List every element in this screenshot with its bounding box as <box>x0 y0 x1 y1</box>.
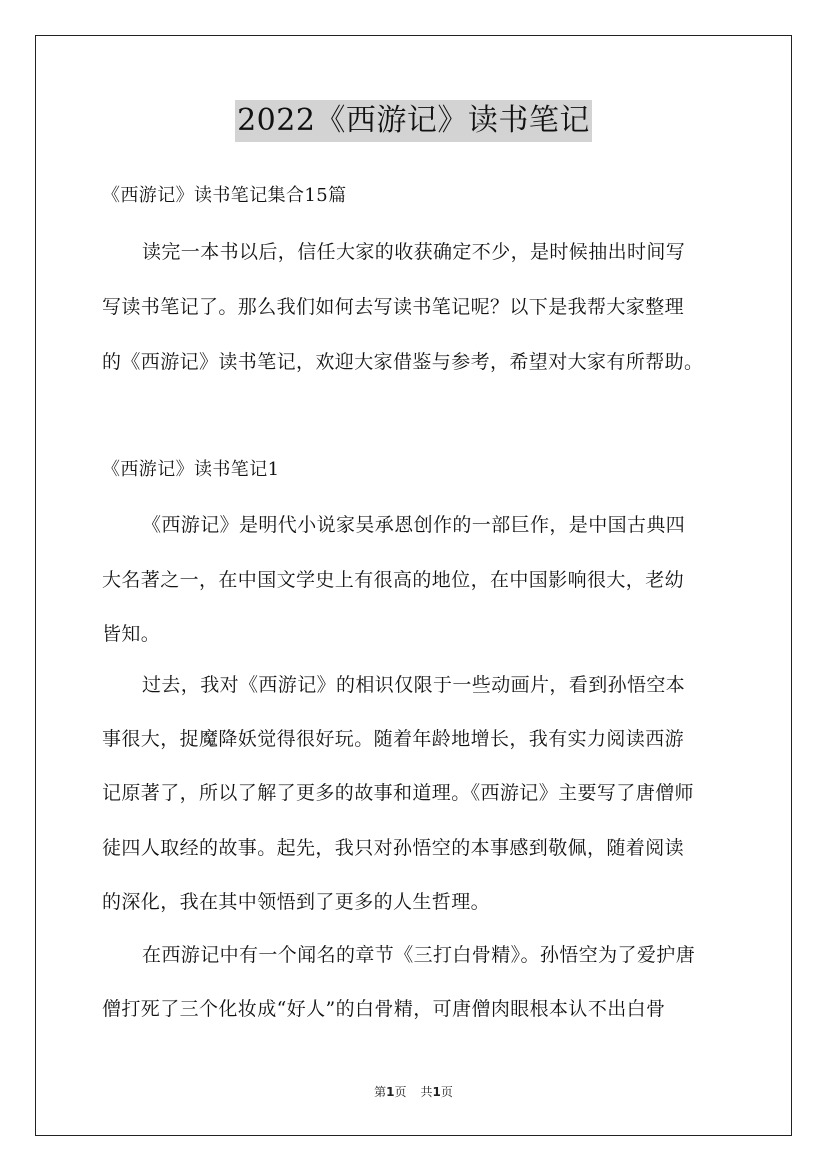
para1-line-1: 《西游记》是明代小说家吴承恩创作的一部巨作，是中国古典四 <box>142 514 686 536</box>
para2-line-4: 徒四人取经的故事。起先，我只对孙悟空的本事感到敬佩，随着阅读 <box>102 837 685 859</box>
total-label-suffix: 页 <box>440 1085 453 1099</box>
page-number: 1 <box>386 1085 395 1099</box>
intro-line-1: 读完一本书以后，信任大家的收获确定不少，是时候抽出时间写 <box>142 241 686 263</box>
para1-line-2: 大名著之一，在中国文学史上有很高的地位，在中国影响很大，老幼 <box>102 569 685 591</box>
page-footer <box>0 1083 827 1100</box>
total-label-prefix: 共 <box>420 1085 433 1099</box>
para2-line-1: 过去，我对《西游记》的相识仅限于一些动画片，看到孙悟空本 <box>142 674 686 696</box>
para2-line-5: 的深化，我在其中领悟到了更多的人生哲理。 <box>102 891 491 913</box>
para2-line-2: 事很大，捉魔降妖觉得很好玩。随着年龄地增长，我有实力阅读西游 <box>102 728 685 750</box>
para2-line-3: 记原著了，所以了解了更多的故事和道理。《西游记》主要写了唐僧师 <box>102 782 694 804</box>
intro-line-3: 的《西游记》读书笔记，欢迎大家借鉴与参考，希望对大家有所帮助。 <box>102 351 704 373</box>
page-label-suffix: 页 <box>394 1085 407 1099</box>
intro-line-2: 写读书笔记了。那么我们如何去写读书笔记呢？以下是我帮大家整理 <box>102 296 685 318</box>
section-heading: 《西游记》读书笔记1 <box>102 459 280 480</box>
total-pages: 1 <box>432 1085 441 1099</box>
page-label-prefix: 第 <box>374 1085 387 1099</box>
para3-line-2: 僧打死了三个化妆成“好人”的白骨精，可唐僧肉眼根本认不出白骨 <box>102 998 666 1020</box>
document-title: 2022《西游记》读书笔记 <box>235 100 592 142</box>
collection-heading: 《西游记》读书笔记集合15篇 <box>102 185 347 206</box>
para3-line-1: 在西游记中有一个闻名的章节《三打白骨精》。孙悟空为了爱护唐 <box>142 944 696 966</box>
title-container <box>0 100 827 142</box>
para1-line-3: 皆知。 <box>102 623 161 645</box>
